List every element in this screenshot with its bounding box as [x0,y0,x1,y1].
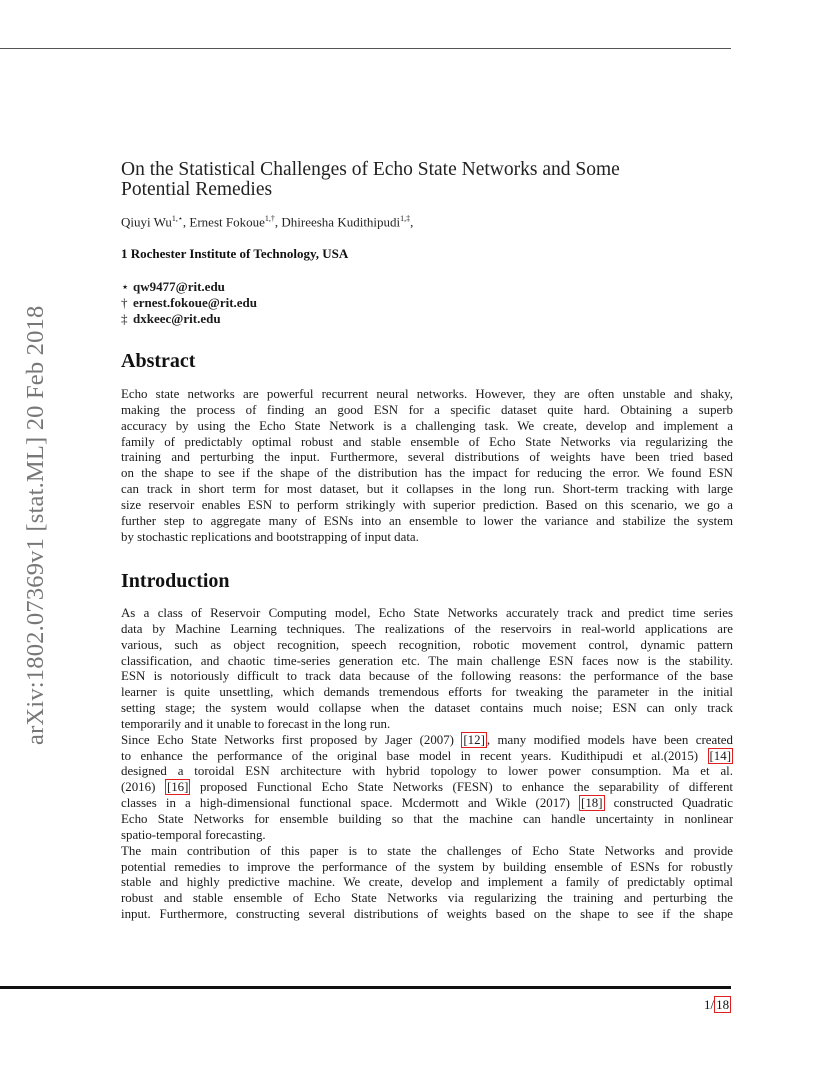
footer-rule [0,986,731,989]
intro-line: designed a toroidal ESN architecture with hybrid topology to lower power consumption. Ma et al. [121,764,733,779]
introduction-body [121,606,733,923]
intro-line: temporarily and it unable to forecast in the long run. [121,716,391,731]
citation-link[interactable]: [16] [166,780,189,795]
abstract-line: accuracy by using the Echo State Network is a challenging task. We create, develop and implement a [121,418,733,433]
abstract-line: size reservoir enables ESN to perform strikingly with superior prediction. Based on this scenario, we go a [121,497,733,512]
text-run: , many modified models have been created [486,732,733,747]
arxiv-stamp[interactable]: arXiv:1802.07369v1 [stat.ML] 20 Feb 2018 [22,305,49,745]
intro-line: various, such as object recognition, speech recognition, robotic movement control, dynamic pattern [121,637,733,652]
author-mark: 1,† [264,214,275,223]
abstract-line: on the shape to see if the shape of the distribution has the impact for reducing the error. We found ESN [121,466,733,481]
abstract-line: Echo state networks are powerful recurrent neural networks. However, they are often unstable and shaky, [121,387,733,401]
intro-line: spatio-temporal forecasting. [121,827,266,842]
page-number [704,997,731,1013]
intro-line: stable and highly predictive machine. We create, develop and implement a family of predictably optimal [121,875,733,890]
intro-line: Echo State Networks for ensemble building so that the machine can handle uncertainty in nonlinear [121,811,733,826]
citation-link[interactable]: [14] [709,748,731,763]
intro-line [121,749,733,765]
text-run: proposed Functional Echo State Networks (FESN) to enhance the separability of different [190,780,733,795]
email-list [121,279,257,327]
total-pages-link[interactable]: 18 [716,997,730,1012]
abstract-line: making the process of finding an good ESN for a specific dataset quite hard. Obtaining a superb [121,402,733,417]
email-entry [121,311,257,327]
author-name: Qiuyi Wu [121,214,172,230]
introduction-heading: Introduction [121,570,230,592]
text-run: to enhance the performance of the original base model in recent years. Kudithipudi et al.(2015) [121,748,708,763]
email-symbol: ⋆ [121,279,130,294]
abstract-line: training and perturbing the input. Furthermore, several distributions of weights have been tried based [121,450,733,465]
intro-line: The main contribution of this paper is to state the challenges of Echo State Networks and provide [121,843,733,858]
abstract-body [121,387,733,545]
abstract-heading: Abstract [121,350,196,372]
intro-line: robust and stable ensemble of Echo State Networks via regularizing the training and perturbing the [121,891,733,906]
intro-line [121,780,733,796]
citation-link[interactable]: [12] [463,732,485,747]
email-address[interactable]: ernest.fokoue@rit.edu [133,295,258,310]
intro-line: As a class of Reservoir Computing model, Echo State Networks accurately track and predict time series [121,606,733,620]
intro-line: classification, and chaotic time-series generation etc. The main challenge ESN faces now is the stability. [121,653,733,668]
author-mark: 1,⋆ [171,214,183,223]
text-run: Since Echo State Networks first proposed by Jager (2007) [121,732,462,747]
email-symbol: † [121,295,128,310]
intro-line: potential remedies to improve the performance of the system by building ensemble of ESNs for robustly [121,859,733,874]
author-list: Qiuyi $Wu^{1,⋆}$, Ernest Fokoue$^{1,\dagger}$, Dhireesha Kudithipudi$^{1,\ddagger}$, [121,214,414,230]
intro-line [121,796,733,812]
affiliation: 1 Rochester Institute of Technology, USA [121,246,349,261]
page-separator: / [710,997,715,1012]
abstract-line: by stochastic replications and bootstrapping of input data. [121,529,419,544]
current-page: 1 [704,997,711,1012]
text-run: classes in a high-dimensional functional space. Mcdermott and Wikle (2017) [121,796,580,811]
citation-link[interactable]: [18] [581,796,603,811]
email-entry [121,295,257,311]
author-mark: 1,‡ [400,214,411,223]
author-name: Dhireesha Kudithipudi [281,214,401,230]
abstract-line: can track in short term for most dataset, but it collapses in the long run. Short-term tracking with large [121,482,733,497]
email-entry [121,279,257,295]
intro-line: data by Machine Learning techniques. The realizations of the reservoirs in real-world applications are [121,621,733,636]
title-line-1: On the Statistical Challenges of Echo State Networks and Some [121,159,620,180]
email-symbol: ‡ [121,311,128,326]
email-address[interactable]: dxkeec@rit.edu [133,311,221,326]
intro-line: learner is quite unsettling, which demands tremendous efforts for tweaking the parameter in the initial [121,685,733,700]
intro-line: setting stage; the system would collapse when the dataset contains much noise; ESN can only track [121,701,733,716]
header-rule [0,48,731,49]
intro-line: ESN is notoriously difficult to track data because of the following reasons: the performance of the base [121,669,733,684]
abstract-line: family of predictably optimal robust and stable ensemble of Echo State Networks via regularizing the [121,434,733,449]
intro-line [121,733,733,749]
paper-title [121,160,721,200]
title-line-2: Potential Remedies [121,179,273,200]
text-run: (2016) [121,780,165,795]
author-name: Ernest Fokoue [189,214,265,230]
abstract-line: further step to aggregate many of ESNs into an ensemble to lower the variance and stabilize the system [121,513,733,528]
text-run: constructed Quadratic [604,796,734,811]
email-address[interactable]: qw9477@rit.edu [133,279,225,294]
intro-line: input. Furthermore, constructing several distributions of weights based on the shape to see if the shape [121,907,733,922]
